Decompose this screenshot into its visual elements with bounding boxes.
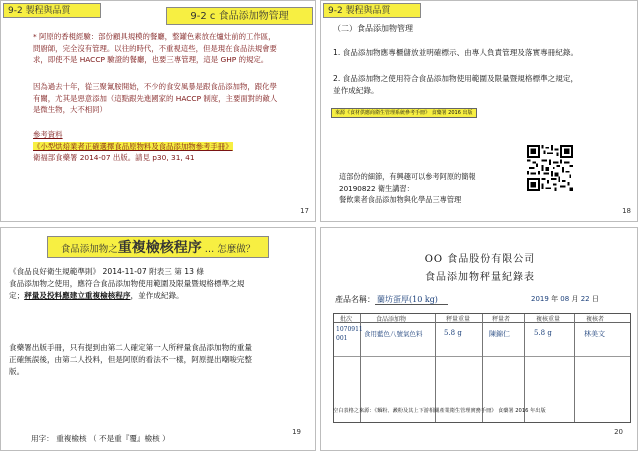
paragraph-experience — [33, 31, 277, 66]
slide-title — [47, 236, 269, 258]
footer-note: 用字： 重複檢核 （ 不是重『覆』檢核 ） — [31, 434, 170, 443]
text-part: 定； — [9, 291, 25, 300]
form-name: 食品添加物秤量紀錄表 — [425, 272, 535, 283]
key-requirement: 秤量及投料應建立重複檢核程序 — [24, 291, 131, 300]
header-weight: 秤量重量 — [446, 316, 471, 323]
reference-book[interactable]: 《小型烘焙業者正確選擇食品原物料及食品添加物參考手冊》 — [33, 141, 233, 151]
page-number: 17 — [300, 207, 309, 215]
page-number: 18 — [622, 207, 631, 215]
text-part: ，並作成紀錄。 — [130, 291, 184, 300]
date-month-unit: 月 — [571, 295, 579, 303]
text-line: 2. 食品添加物之使用符合食品添加物使用範圍及限量暨規格標準之規定， — [333, 74, 579, 83]
date-year: 2019 — [531, 295, 549, 303]
company-name: OO 食品股份有限公司 — [424, 254, 536, 265]
text-line: 版。 — [9, 367, 25, 376]
date-day-unit: 日 — [591, 295, 599, 303]
column-divider — [574, 314, 575, 422]
reference-publisher: 衛福部食藥署 2014-07 出版。請見 p30, 31, 41 — [33, 153, 195, 162]
header-rechecker: 複核者 — [586, 316, 605, 323]
header-weigher: 秤量者 — [492, 316, 511, 323]
slide-17 — [0, 0, 316, 222]
text-line: 問廚師，完全沒有管理。以往的時代，不重視這些，但是現在食品法規會要 — [33, 43, 277, 53]
text-line: 20190822 衛生講習： — [339, 183, 414, 193]
cell-weight: 5.8 g — [444, 329, 462, 337]
product-label: 產品名稱： — [335, 295, 375, 304]
section-tag: 9-2 製程與品質 — [323, 3, 421, 18]
section-tag: 9-2 製程與品質 — [3, 3, 101, 18]
rule-item-2 — [333, 73, 578, 96]
slide-title: 9-2 c 食品添加物管理 — [166, 7, 313, 25]
text-line: 食藥署出版手冊，只有提到由第二人確定第一人所秤量食品添加物的重量 — [9, 343, 252, 352]
reference-heading: 參考資料 — [33, 130, 63, 139]
text-line: 求，即使不是 HACCP 驗證的餐廳，也要三專管理，這是 GHP 的規定。 — [33, 55, 269, 64]
text-line: 並作成紀錄。 — [333, 85, 379, 95]
paragraph-reason — [33, 81, 277, 116]
header-recheck-weight: 複核重量 — [536, 316, 561, 323]
slide-19 — [0, 227, 316, 451]
title-emphasis: 重複檢核程序 — [117, 240, 202, 256]
text-line: * 阿原的香梘經驗：部份顧具規模的餐廳，整罐色素放在爐灶前的工作區， — [33, 32, 276, 41]
law-citation: 《食品良好衛生規範準則》 2014-11-07 附表三 第 13 條 — [9, 267, 204, 276]
law-block — [9, 266, 244, 302]
text-line: 有關，尤其是惡意添加（這點跟先進國家的 HACCP 制度，主要面對的敵人 — [33, 93, 278, 103]
text-line: 食品添加物之使用，應符合食品添加物使用範圍及限量暨規格標準之規 — [9, 279, 245, 288]
text-line: 這部份的細節，有興趣可以參考阿原的簡報 — [339, 172, 476, 181]
source-label: 來源《食材供應商衛生管理系統參考手冊》 食藥署 2016 出版 — [331, 108, 477, 118]
page-number: 20 — [614, 428, 623, 436]
date-field — [531, 294, 599, 304]
section-heading: （二）食品添加物管理 — [333, 24, 413, 33]
header-additive: 食品添加物 — [376, 316, 407, 323]
cell-rechecker: 林美文 — [584, 330, 605, 338]
opinion-block — [9, 342, 252, 378]
form-source: 空白表格之來源：《麵粉、澱粉及其上下游相關產業衛生管理實務手冊》 食藥署 2016 年出版 — [333, 408, 546, 414]
product-value: 蘭坊蛋厚(10 kg) — [375, 295, 448, 305]
text-line — [9, 290, 244, 302]
page-number: 19 — [292, 428, 301, 436]
date-year-unit: 年 — [551, 295, 559, 303]
cell-recheck-weight: 5.8 g — [534, 329, 552, 337]
slide-20 — [320, 227, 638, 451]
cell-weigher: 陳錦仁 — [489, 330, 510, 338]
slide-18 — [320, 0, 638, 222]
date-month: 08 — [560, 295, 570, 303]
text-line: 餐飲業者食品添加物與化學品三專管理 — [339, 195, 462, 204]
text-line: 是微生物，大不相同） — [33, 105, 107, 114]
header-batch: 批次 — [340, 316, 353, 323]
note-block — [339, 171, 476, 206]
rule-item-1: 1. 食品添加物應專櫃儲放並明確標示、由專人負責管理及落實專冊紀錄。 — [333, 48, 579, 57]
reference-block — [33, 129, 233, 164]
cell-batch: 1070911 001 — [336, 326, 363, 342]
text-line: 因為過去十年，從三聚氰胺開始，不少的食安風暴是跟食品添加物，跟化學 — [33, 82, 277, 91]
date-day: 22 — [580, 295, 590, 303]
title-suffix: … 怎麼做？ — [204, 244, 256, 255]
qr-code-icon[interactable] — [527, 145, 573, 191]
title-prefix: 食品添加物之 — [60, 244, 118, 255]
product-field — [335, 294, 448, 305]
text-line: 正確無誤後，由第二人投料，但是阿原的看法不一樣，阿原提出嘲唆完整 — [9, 355, 252, 364]
cell-additive: 食用藍色八號氣色料 — [364, 330, 423, 338]
